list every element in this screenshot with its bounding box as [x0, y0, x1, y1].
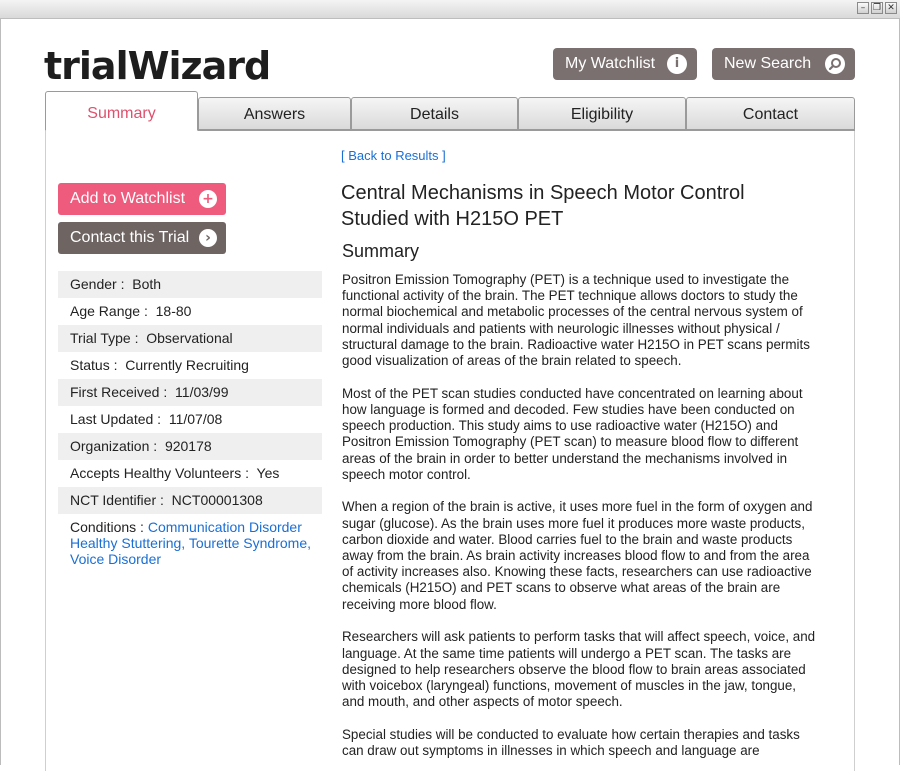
condition-link[interactable]: Healthy Stuttering	[70, 535, 182, 551]
chevron-right-icon: ›	[199, 229, 217, 247]
info-value: 11/07/08	[168, 411, 223, 427]
logo: trialWizard	[44, 44, 271, 88]
info-label: First Received :	[70, 384, 168, 400]
info-label: Age Range :	[70, 303, 148, 319]
condition-link[interactable]: Voice Disorder	[70, 551, 162, 567]
tab-eligibility[interactable]: Eligibility	[518, 97, 686, 130]
add-to-watchlist-button[interactable]	[58, 183, 226, 215]
back-to-results-link[interactable]: [ Back to Results ]	[341, 148, 446, 163]
conditions: Conditions : Communication Disorder Healthy Stuttering, Tourette Syndrome, Voice Disorder	[70, 519, 312, 567]
info-row-organization	[58, 433, 322, 460]
info-label: Status :	[70, 357, 118, 373]
new-search-button[interactable]	[712, 48, 855, 80]
condition-link[interactable]: Communication Disorder	[147, 519, 302, 535]
plus-icon: +	[199, 190, 217, 208]
info-row-healthy-volunteers	[58, 460, 322, 487]
info-value: Currently Recruiting	[125, 357, 249, 373]
my-watchlist-button[interactable]	[553, 48, 697, 80]
info-row-last-updated	[58, 406, 322, 433]
info-value: 11/03/99	[175, 384, 229, 400]
close-icon[interactable]: ✕	[885, 2, 897, 14]
info-label: Trial Type :	[70, 330, 139, 346]
summary-paragraph: Researchers will ask patients to perform tasks that will affect speech, voice, and language. At the same time patients will undergo a PET scan. The tasks are designed to help researchers observe the blood flow to brain areas associated with voicebox (laryngeal) functions, movement of muscles in the jaw, tongue, and mouth, and other aspects of motor speech.	[342, 629, 816, 710]
window-controls	[857, 2, 897, 14]
summary-paragraph: Positron Emission Tomography (PET) is a technique used to investigate the functional activity of the brain. The PET technique allows doctors to study the normal biochemical and metabolic processes of the central nervous system of normal individuals and patients with neurologic illnesses without physical / structural damage to the brain. Radioactive water H215O in PET scans permits good visualization of areas of the brain related to speech.	[342, 272, 810, 369]
info-icon: i	[667, 54, 687, 74]
summary-paragraph: When a region of the brain is active, it uses more fuel in the form of oxygen and sugar (glucose). As the brain uses more fuel it produces more waste products, carbon dioxide and water. Blood carries fuel to the brain and waste products away from the brain. As brain activity increases blood flow to and from the area of activity increases also. Knowing these facts, researchers can use radioactive chemicals (H215O) and PET scans to observe what areas of the brain are receiving more blood flow.	[342, 499, 813, 612]
info-value: NCT00001308	[171, 492, 263, 508]
info-row-nct-identifier	[58, 487, 322, 514]
info-value: Both	[132, 276, 162, 292]
tab-answers[interactable]: Answers	[198, 97, 351, 130]
condition-link[interactable]: Tourette Syndrome	[188, 535, 308, 551]
info-value: Yes	[256, 465, 280, 481]
trial-info-list	[58, 271, 322, 567]
info-row-trial-type	[58, 325, 322, 352]
section-heading: Summary	[342, 241, 420, 261]
info-label: Gender :	[70, 276, 125, 292]
info-value: 920178	[164, 438, 212, 454]
info-label: Accepts Healthy Volunteers :	[70, 465, 249, 481]
minimize-icon[interactable]: –	[857, 2, 869, 14]
info-label: Organization :	[70, 438, 158, 454]
info-row-status	[58, 352, 322, 379]
tab-details[interactable]: Details	[351, 97, 518, 130]
summary-paragraph: Most of the PET scan studies conducted have concentrated on learning about how language is formed and decoded. Few studies have been conducted on speech production. This study aims to use radioactive water (H215O) and Positron Emission Tomography (PET scan) to measure blood flow to different areas of the brain in order to better understand the mechanisms involved in speech motor control.	[342, 385, 803, 482]
contact-trial-label: Contact this Trial	[70, 229, 190, 246]
my-watchlist-label: My Watchlist	[565, 55, 656, 72]
restore-icon[interactable]: ❐	[872, 3, 882, 13]
conditions-label: Conditions :	[70, 519, 144, 535]
tab-contact[interactable]: Contact	[686, 97, 855, 130]
contact-trial-button[interactable]	[58, 222, 226, 254]
window-title-bar	[0, 0, 900, 19]
info-label: NCT Identifier :	[70, 492, 164, 508]
info-row-gender	[58, 271, 322, 298]
tab-summary[interactable]: Summary	[45, 91, 198, 131]
tab-bar	[45, 97, 855, 131]
info-value: Observational	[146, 330, 233, 346]
info-row-age-range	[58, 298, 322, 325]
info-label: Last Updated :	[70, 411, 162, 427]
add-to-watchlist-label: Add to Watchlist	[70, 190, 186, 207]
trial-title: Central Mechanisms in Speech Motor Control Studied with H215O PET	[341, 182, 745, 230]
summary-paragraph: Special studies will be conducted to evaluate how certain therapies and tasks can draw out symptoms in illnesses in which speech and language are	[342, 726, 800, 759]
info-value: 18-80	[155, 303, 192, 319]
info-row-first-received	[58, 379, 322, 406]
new-search-label: New Search	[724, 55, 812, 72]
search-icon	[825, 54, 845, 74]
summary-text	[342, 272, 820, 776]
